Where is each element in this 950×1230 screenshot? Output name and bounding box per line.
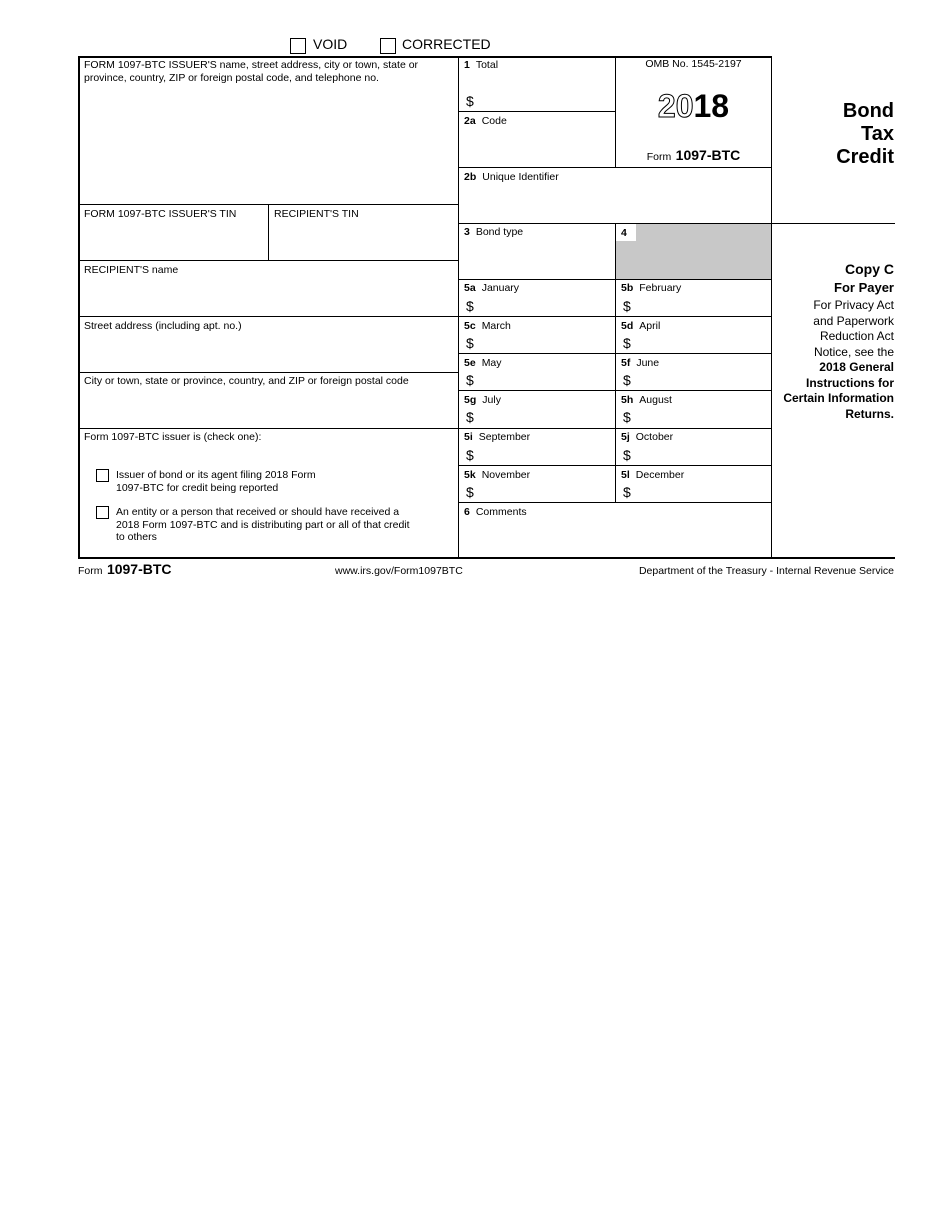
box-5a-field[interactable] — [478, 296, 612, 314]
box-3-label: 3 Bond type — [464, 226, 524, 238]
box-5b-field[interactable] — [635, 296, 769, 314]
issuer-option-1-label: Issuer of bond or its agent filing 2018 Form 1097-BTC for credit being reported — [116, 469, 316, 494]
issuer-type-label: Form 1097-BTC issuer is (check one): — [84, 431, 262, 443]
omb-number: OMB No. 1545-2197 — [645, 58, 742, 70]
city-label: City or town, state or province, country, and ZIP or foreign postal code — [84, 375, 409, 387]
footer-form-name: Form 1097-BTC — [78, 561, 172, 577]
box-5d-label: 5d April — [621, 320, 661, 332]
box-6-field[interactable] — [460, 521, 769, 555]
box-2b-field[interactable] — [460, 186, 769, 221]
box-1-field[interactable] — [478, 90, 612, 109]
void-label: VOID — [313, 36, 348, 52]
tax-year: 2018 — [657, 88, 730, 124]
box-5h-field[interactable] — [635, 407, 769, 425]
box-5d-dollar: $ — [623, 335, 631, 351]
street-address-field[interactable] — [80, 334, 456, 370]
box-2a-label: 2a Code — [464, 115, 507, 127]
form-title: Bond Tax Credit — [836, 100, 894, 168]
box-2b-label: 2b Unique Identifier — [464, 171, 559, 183]
box-5h-label: 5h August — [621, 394, 672, 406]
box-5e-dollar: $ — [466, 372, 474, 388]
recipient-name-field[interactable] — [80, 278, 456, 314]
box-5b-label: 5b February — [621, 282, 682, 294]
recipient-name-label: RECIPIENT'S name — [84, 264, 179, 276]
box-5l-field[interactable] — [635, 482, 769, 500]
box-1-label: 1 Total — [464, 59, 499, 71]
box-5c-field[interactable] — [478, 333, 612, 351]
box-5k-label: 5k November — [464, 469, 531, 481]
box-5f-field[interactable] — [635, 370, 769, 388]
box-5l-dollar: $ — [623, 484, 631, 500]
issuer-option-1-checkbox[interactable] — [96, 469, 109, 487]
box-3-field[interactable] — [460, 242, 613, 277]
issuer-tin-field[interactable] — [80, 222, 266, 258]
box-5d-field[interactable] — [635, 333, 769, 351]
box-5g-dollar: $ — [466, 409, 474, 425]
box-5c-dollar: $ — [466, 335, 474, 351]
box-5a-label: 5a January — [464, 282, 520, 294]
copy-info: Copy C For Payer For Privacy Act and Paperwork Reduction Act Notice, see the 2018 General Instructions for Certain Information Returns. — [783, 261, 894, 421]
issuer-option-2-checkbox[interactable] — [96, 506, 109, 524]
corrected-label: CORRECTED — [402, 36, 491, 52]
issuer-option-2-label: An entity or a person that received or should have received a 2018 Form 1097-BTC and is distributing part or all of that credit to others — [116, 506, 410, 543]
box-5j-dollar: $ — [623, 447, 631, 463]
box-5j-field[interactable] — [635, 445, 769, 463]
footer-url: www.irs.gov/Form1097BTC — [335, 565, 463, 577]
box-5i-field[interactable] — [478, 445, 612, 463]
box-4-shaded — [616, 224, 771, 279]
box-5i-dollar: $ — [466, 447, 474, 463]
issuer-tin-label: FORM 1097-BTC ISSUER'S TIN — [84, 208, 237, 220]
box-5b-dollar: $ — [623, 298, 631, 314]
box-4-number-text: 4 — [621, 227, 627, 239]
street-address-label: Street address (including apt. no.) — [84, 320, 242, 332]
box-5g-field[interactable] — [478, 407, 612, 425]
box-6-label: 6 Comments — [464, 506, 527, 518]
box-5f-dollar: $ — [623, 372, 631, 388]
box-5e-field[interactable] — [478, 370, 612, 388]
box-5g-label: 5g July — [464, 394, 501, 406]
box-5f-label: 5f June — [621, 357, 660, 369]
box-5e-label: 5e May — [464, 357, 502, 369]
city-field[interactable] — [80, 390, 456, 426]
box-5k-dollar: $ — [466, 484, 474, 500]
box-5i-label: 5i September — [464, 431, 531, 443]
box-5k-field[interactable] — [478, 482, 612, 500]
box-2a-field[interactable] — [460, 130, 613, 165]
box-1-dollar: $ — [466, 93, 474, 109]
box-5a-dollar: $ — [466, 298, 474, 314]
box-5l-label: 5l December — [621, 469, 685, 481]
box-5h-dollar: $ — [623, 409, 631, 425]
box-5j-label: 5j October — [621, 431, 674, 443]
issuer-name-field[interactable] — [80, 84, 456, 202]
recipient-tin-field[interactable] — [270, 222, 456, 258]
footer-department: Department of the Treasury - Internal Revenue Service — [638, 565, 894, 577]
box-5c-label: 5c March — [464, 320, 511, 332]
issuer-name-label: FORM 1097-BTC ISSUER'S name, street address, city or town, state or province, country, ZIP or foreign postal code, and telephone no. — [84, 59, 419, 84]
form-name-omb: Form 1097-BTC — [646, 147, 741, 163]
recipient-tin-label: RECIPIENT'S TIN — [274, 208, 359, 220]
